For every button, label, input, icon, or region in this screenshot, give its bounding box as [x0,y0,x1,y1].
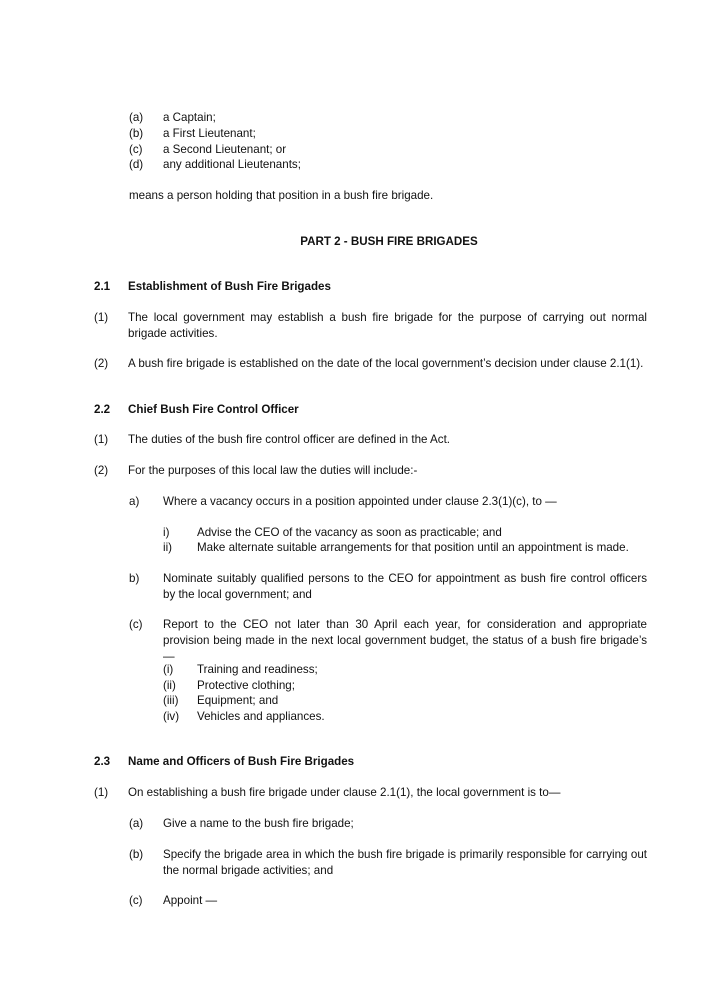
clause-text: For the purposes of this local law the duties will include:- [128,464,418,477]
list-item [163,709,325,725]
subclause [129,571,647,603]
subclause [129,617,647,665]
subclause-text: Nominate suitably qualified persons to the CEO for appointment as bush fire control officers by the local government; and [163,572,647,601]
subclause-text: Appoint — [163,894,218,907]
section-number: 2.1 [94,280,111,293]
clause [94,432,450,448]
clause-label: (1) [94,786,109,799]
subclause-text: Report to the CEO not later than 30 April each year, for consideration and appropriate provision being made in the next local government budget, the status of a bush fire brigade’s — [163,618,647,663]
subclause-text: Give a name to the bush fire brigade; [163,817,354,830]
list-item-text: Protective clothing; [197,679,295,692]
list-item-text: any additional Lieutenants; [163,158,301,171]
section-title: Establishment of Bush Fire Brigades [128,280,331,293]
clause-label: (1) [94,311,109,324]
section-title: Chief Bush Fire Control Officer [128,403,299,416]
list-item [163,525,502,541]
list-item-label: ii) [163,541,173,554]
list-item [163,662,318,678]
clause [94,785,560,801]
list-item-label: (d) [129,158,144,171]
subclause [129,893,217,909]
list-item [129,126,256,142]
list-item-text: Advise the CEO of the vacancy as soon as practicable; and [197,526,502,539]
subclause-text: Where a vacancy occurs in a position appointed under clause 2.3(1)(c), to — [163,495,557,508]
list-item-label: (c) [129,143,143,156]
subclause-label: (a) [129,817,144,830]
clause [94,356,647,372]
list-item-text: Vehicles and appliances. [197,710,325,723]
subclause-label: (b) [129,848,144,861]
list-item-label: (iv) [163,710,180,723]
subclause-label: (c) [129,618,143,631]
list-item-text: a First Lieutenant; [163,127,256,140]
section-heading [94,754,354,770]
list-item [163,678,295,694]
subclause [129,847,647,879]
clause-label: (2) [94,464,109,477]
subclause [129,494,557,510]
list-item-text: a Captain; [163,111,216,124]
clause-label: (1) [94,433,109,446]
section-number: 2.3 [94,755,111,768]
clause-label: (2) [94,357,109,370]
list-item-label: (b) [129,127,144,140]
section-number: 2.2 [94,403,111,416]
list-item-text: Training and readiness; [197,663,318,676]
list-item-label: (i) [163,663,174,676]
clause [94,310,647,342]
clause-text: On establishing a bush fire brigade under clause 2.1(1), the local government is to— [128,786,561,799]
list-item-label: (ii) [163,679,176,692]
list-item [129,110,216,126]
list-item-text: a Second Lieutenant; or [163,143,287,156]
subclause [129,816,354,832]
clause-text: The duties of the bush fire control officer are defined in the Act. [128,433,451,446]
list-item-label: i) [163,526,170,539]
clause-text: The local government may establish a bush fire brigade for the purpose of carrying out normal brigade activities. [128,311,647,340]
definition-tail: means a person holding that position in a bush fire brigade. [129,189,434,202]
subclause-label: b) [129,572,140,585]
part-heading: PART 2 - BUSH FIRE BRIGADES [300,235,478,248]
clause-text: A bush fire brigade is established on the date of the local government’s decision under clause 2.1(1). [128,357,644,370]
list-item [163,693,278,709]
list-item [129,142,286,158]
clause [94,463,417,479]
list-item [129,157,301,173]
subclause-text: Specify the brigade area in which the bush fire brigade is primarily responsible for carrying out the normal brigade activities; and [163,848,647,877]
section-heading [94,279,331,295]
section-heading [94,402,299,418]
section-title: Name and Officers of Bush Fire Brigades [128,755,355,768]
subclause-label: a) [129,495,140,508]
subclause-label: (c) [129,894,143,907]
list-item-text: Make alternate suitable arrangements for that position until an appointment is made. [197,541,629,554]
list-item-label: (iii) [163,694,179,707]
list-item-text: Equipment; and [197,694,279,707]
list-item [163,540,629,556]
list-item-label: (a) [129,111,144,124]
